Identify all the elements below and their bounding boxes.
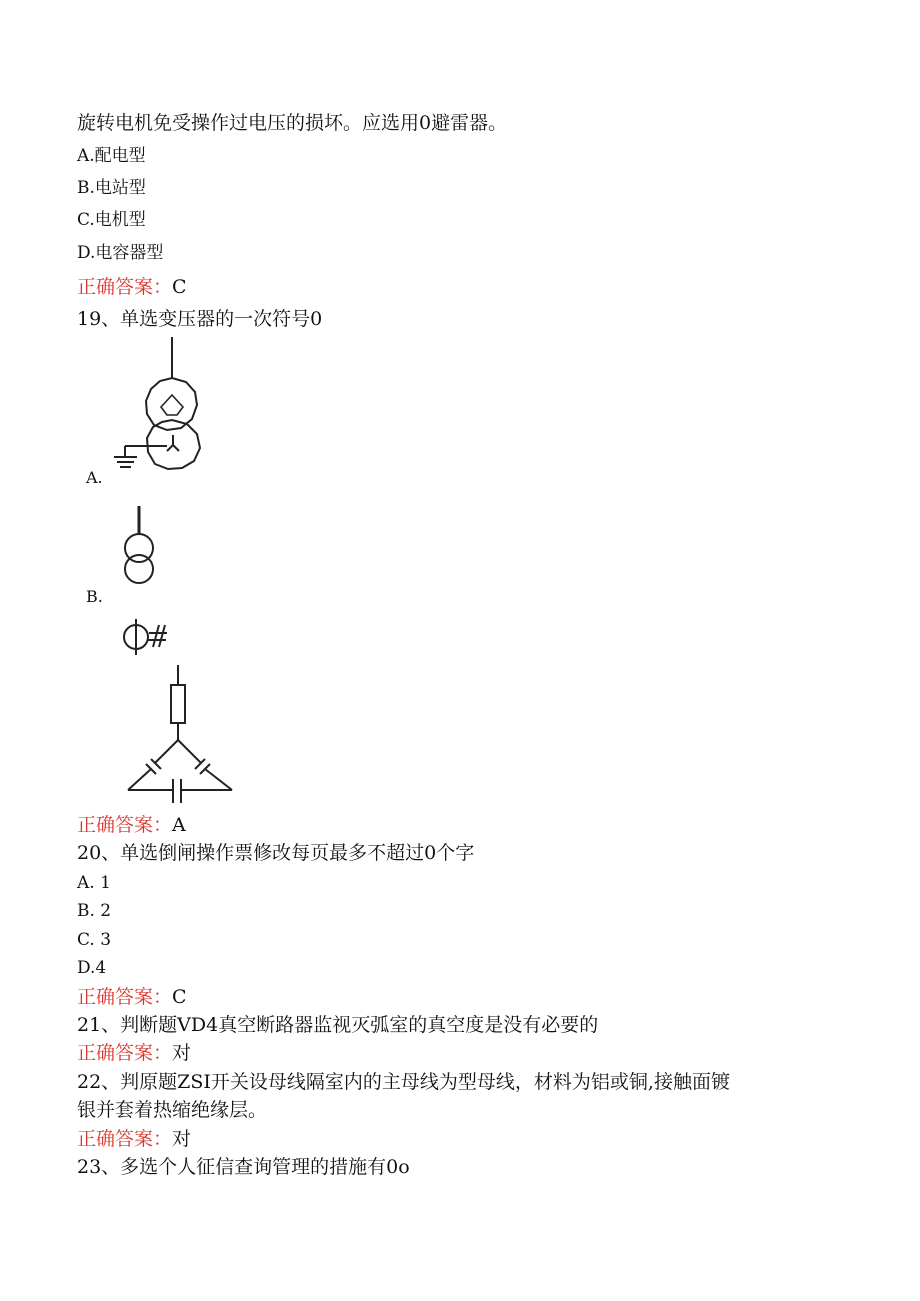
q18-option-a: A.配电型 (77, 146, 146, 166)
q20-option-c: C. 3 (77, 930, 112, 950)
q20-option-a: A. 1 (77, 873, 111, 893)
q20-option-d: D.4 (77, 958, 107, 978)
capacitor-bank-symbol (118, 663, 243, 808)
q22-answer (77, 1126, 191, 1152)
q18-answer (77, 274, 187, 300)
transformer-symbol-b (115, 505, 165, 587)
answer-value: A (172, 814, 186, 836)
answer-value: C (172, 276, 187, 298)
q20-option-b: B. 2 (77, 901, 112, 921)
q19-option-a-label: A. (86, 468, 103, 487)
answer-label: 正确答案： (77, 986, 173, 1008)
answer-label: 正确答案： (77, 276, 173, 298)
q19-stem: 19、单选变压器的一次符号0 (77, 308, 323, 330)
q23-stem: 23、多选个人征信查询管理的措施有0o (77, 1156, 410, 1178)
q21-stem: 21、判断题VD4真空断路器监视灭弧室的真空度是没有必要的 (77, 1014, 599, 1036)
q20-stem: 20、单选倒闸操作票修改每页最多不超过0个字 (77, 842, 475, 864)
answer-label: 正确答案： (77, 1042, 173, 1064)
current-transformer-symbol (118, 617, 173, 659)
q18-option-b: B.电站型 (77, 178, 146, 198)
answer-label: 正确答案： (77, 814, 173, 836)
q22-stem-line1: 22、判原题ZSI开关设母线隔室内的主母线为型母线，材料为铝或铜,接触面镀 (77, 1071, 730, 1093)
answer-value: 对 (172, 1128, 192, 1150)
q18-option-c: C.电机型 (77, 210, 146, 230)
answer-label: 正确答案： (77, 1128, 173, 1150)
q18-stem: 旋转电机免受操作过电压的损坏。应选用0避雷器。 (77, 112, 508, 134)
q20-answer (77, 984, 187, 1010)
answer-value: 对 (172, 1042, 192, 1064)
q21-answer (77, 1040, 191, 1066)
answer-value: C (172, 986, 187, 1008)
q19-option-b-label: B. (86, 587, 103, 606)
q18-option-d: D.电容器型 (77, 243, 164, 263)
transformer-symbol-a (105, 335, 235, 475)
q22-stem-line2: 银并套着热缩绝缘层。 (77, 1099, 268, 1121)
q19-answer (77, 812, 186, 838)
